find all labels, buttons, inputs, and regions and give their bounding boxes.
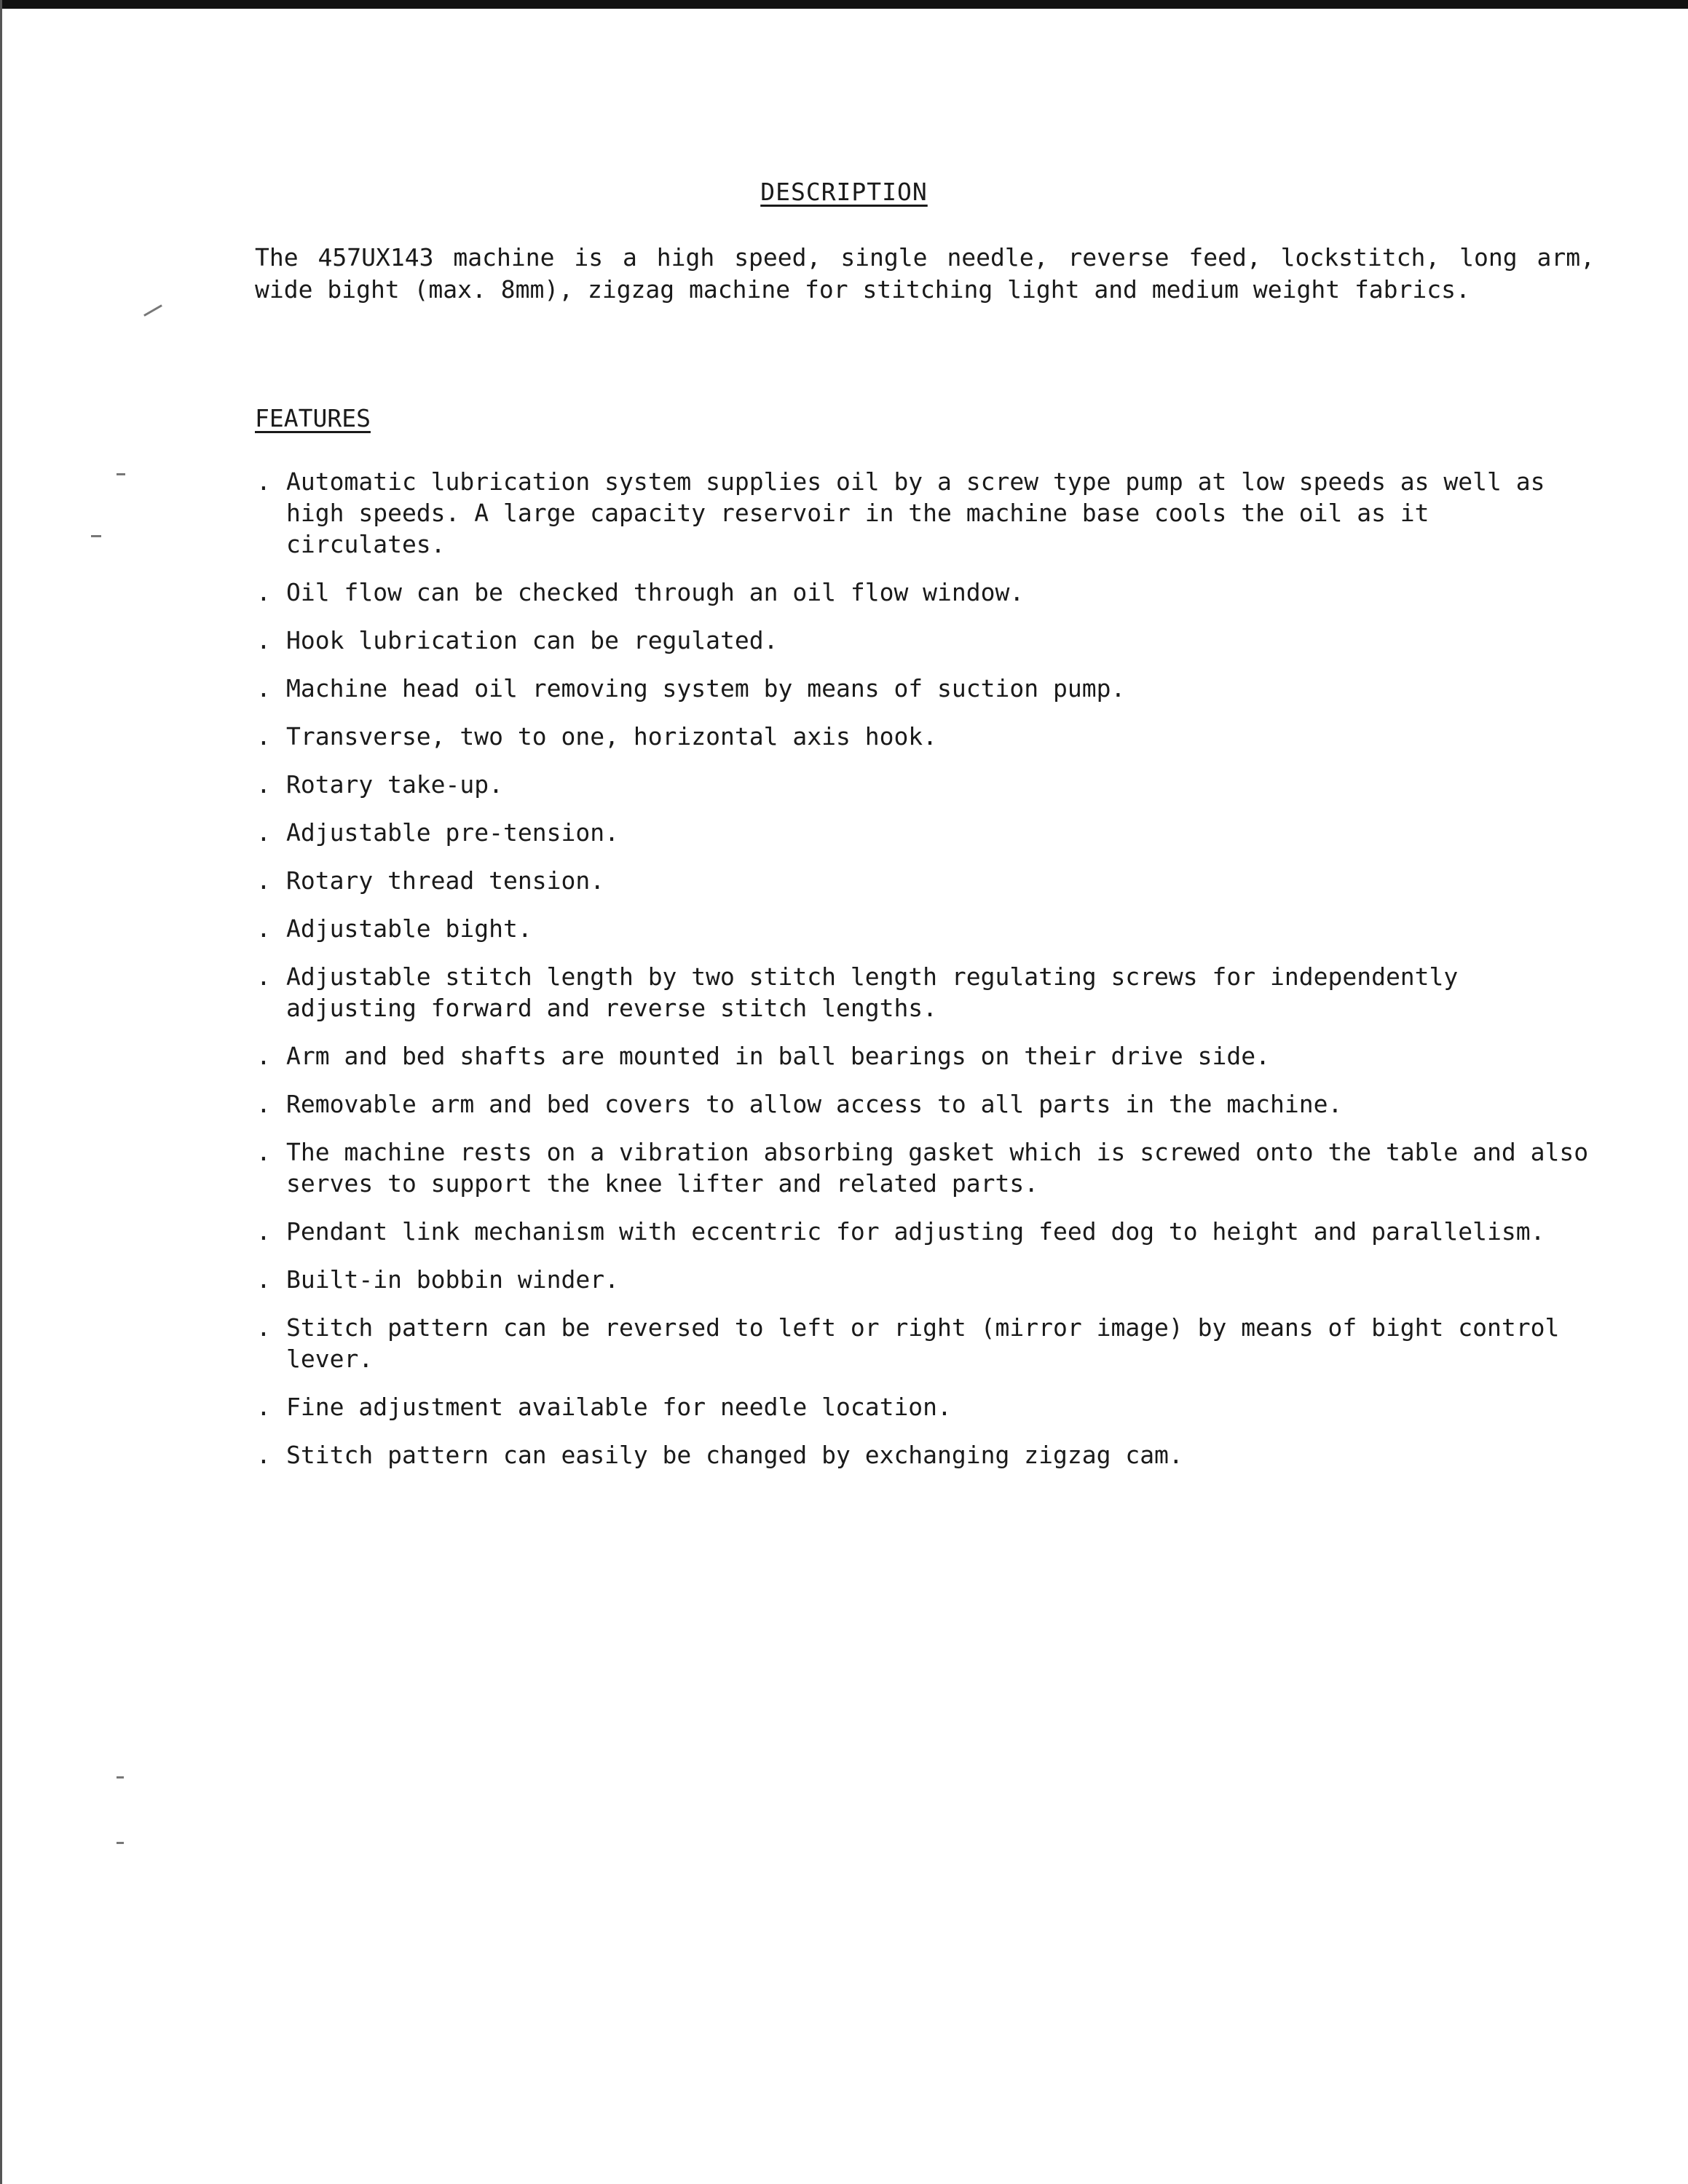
feature-text: Arm and bed shafts are mounted in ball bearings on their drive side.	[286, 1042, 1271, 1070]
bullet-icon: .	[256, 1441, 271, 1469]
list-item	[256, 961, 1593, 1024]
feature-text: Oil flow can be checked through an oil flow window.	[286, 578, 1025, 606]
feature-text: Transverse, two to one, horizontal axis hook.	[286, 722, 938, 751]
page-title: DESCRIPTION	[760, 178, 928, 206]
features-heading: FEATURES	[255, 404, 371, 432]
list-item	[256, 913, 1593, 944]
scan-mark	[117, 1842, 124, 1844]
list-item	[256, 769, 1593, 800]
bullet-icon: .	[256, 578, 271, 606]
feature-text: Pendant link mechanism with eccentric for adjusting feed dog to height and parallelism.	[286, 1217, 1545, 1246]
bullet-icon: .	[256, 1265, 271, 1294]
bullet-icon: .	[256, 1090, 271, 1118]
bullet-icon: .	[256, 1313, 271, 1342]
bullet-icon: .	[256, 1217, 271, 1246]
bullet-icon: .	[256, 866, 271, 895]
scan-mark	[117, 473, 125, 475]
scan-mark	[117, 1776, 124, 1779]
feature-text: Rotary thread tension.	[286, 866, 605, 895]
list-item	[256, 673, 1593, 704]
bullet-icon: .	[256, 1138, 271, 1166]
bullet-icon: .	[256, 1042, 271, 1070]
feature-text: Removable arm and bed covers to allow access to all parts in the machine.	[286, 1090, 1343, 1118]
feature-text: Rotary take-up.	[286, 770, 504, 799]
feature-text: Built-in bobbin winder.	[286, 1265, 619, 1294]
features-list	[256, 466, 1593, 1487]
feature-text: Adjustable bight.	[286, 914, 532, 943]
bullet-icon: .	[256, 722, 271, 751]
list-item	[256, 817, 1593, 848]
bullet-icon: .	[256, 914, 271, 943]
feature-text: Fine adjustment available for needle location.	[286, 1393, 952, 1421]
bullet-icon: .	[256, 818, 271, 847]
list-item	[256, 865, 1593, 896]
scan-left-border	[0, 0, 2, 2184]
list-item	[256, 1264, 1593, 1295]
feature-text: Stitch pattern can be reversed to left or right (mirror image) by means of bight control lever.	[286, 1313, 1560, 1373]
feature-text: Machine head oil removing system by means of suction pump.	[286, 674, 1126, 703]
bullet-icon: .	[256, 770, 271, 799]
list-item	[256, 1216, 1593, 1247]
bullet-icon: .	[256, 626, 271, 654]
list-item	[256, 1136, 1593, 1199]
scan-mark	[91, 535, 101, 537]
feature-text: The machine rests on a vibration absorbing gasket which is screwed onto the table and also serves to support the knee lifter and related parts.	[286, 1138, 1589, 1198]
bullet-icon: .	[256, 1393, 271, 1421]
list-item	[256, 1088, 1593, 1120]
list-item	[256, 625, 1593, 656]
list-item	[256, 466, 1593, 560]
scan-top-border	[0, 0, 1688, 9]
list-item	[256, 1312, 1593, 1374]
list-item	[256, 1040, 1593, 1072]
bullet-icon: .	[256, 467, 271, 496]
scan-mark	[143, 304, 162, 317]
list-item	[256, 577, 1593, 608]
feature-text: Stitch pattern can easily be changed by exchanging zigzag cam.	[286, 1441, 1183, 1469]
list-item	[256, 1439, 1593, 1471]
feature-text: Adjustable stitch length by two stitch length regulating screws for independently adjusting forward and reverse stitch lengths.	[286, 962, 1459, 1022]
list-item	[256, 721, 1593, 752]
list-item	[256, 1391, 1593, 1423]
feature-text: Automatic lubrication system supplies oil by a screw type pump at low speeds as well as high speeds. A large capacity reservoir in the machine base cools the oil as it circulates.	[286, 467, 1545, 558]
feature-text: Adjustable pre-tension.	[286, 818, 619, 847]
bullet-icon: .	[256, 962, 271, 991]
bullet-icon: .	[256, 674, 271, 703]
feature-text: Hook lubrication can be regulated.	[286, 626, 778, 654]
description-paragraph: The 457UX143 machine is a high speed, single needle, reverse feed, lockstitch, long arm, wide bight (max. 8mm), zigzag machine for stitching light and medium weight fabrics.	[255, 243, 1595, 304]
